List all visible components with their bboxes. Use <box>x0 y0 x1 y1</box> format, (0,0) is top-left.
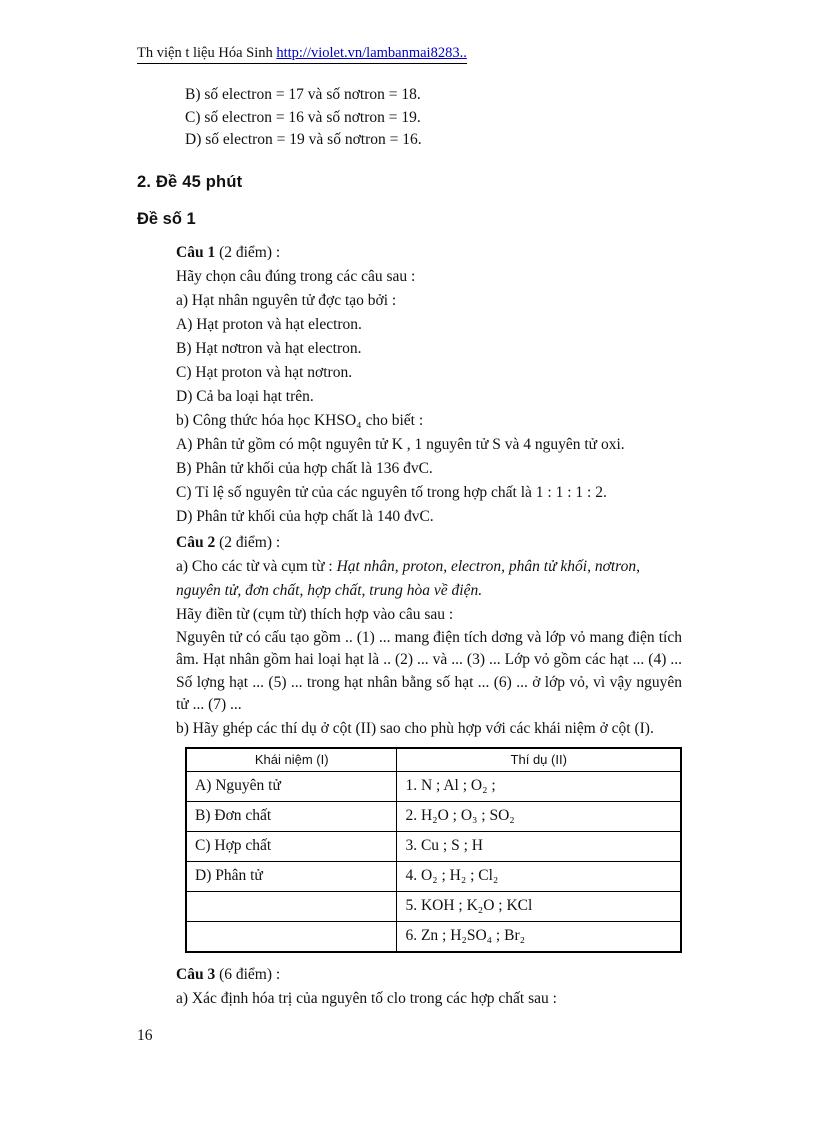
question-2-heading <box>176 531 682 555</box>
question-3-heading <box>176 963 682 987</box>
question-2a-stem <box>176 555 682 603</box>
question-2a-terms: Hạt nhân, proton, electron, phân tử khối, nơtron, nguyên tử, đơn chất, hợp chất, trung hòa về điện. <box>176 557 641 599</box>
table-row <box>186 891 681 921</box>
answer-option-line: C) Hạt proton và hạt nơtron. <box>176 363 353 381</box>
answer-option-line: A) Phân tử gồm có một nguyên tử K , 1 nguyên tử S và 4 nguyên tử oxi. <box>176 435 625 453</box>
example-cell: 6. Zn ; H₂SO₄ ; Br₂ <box>397 921 681 952</box>
example-cell: 1. N ; Al ; O₂ ; <box>397 771 681 801</box>
concept-cell: C) Hợp chất <box>186 831 397 861</box>
question-points: (2 điểm) : <box>215 243 281 261</box>
table-row <box>186 771 681 801</box>
question-label: Câu 1 <box>176 243 216 261</box>
concept-cell <box>186 891 397 921</box>
question-1a-stem: a) Hạt nhân nguyên tử đợc tạo bởi : <box>176 291 397 309</box>
question-points: (6 điểm) : <box>215 965 281 983</box>
page-header <box>137 45 682 64</box>
question-label: Câu 3 <box>176 965 216 983</box>
concept-cell: B) Đơn chất <box>186 801 397 831</box>
answer-option-line: B) Phân tử khối của hợp chất là 136 đvC. <box>176 459 433 477</box>
answer-option-line: D) Phân tử khối của hợp chất là 140 đvC. <box>176 507 434 525</box>
table-row <box>186 921 681 952</box>
section-heading: 2. Đề 45 phút <box>137 172 243 191</box>
answer-option-line: B) số electron = 17 và số nơtron = 18. <box>185 86 421 103</box>
question-label: Câu 2 <box>176 533 216 551</box>
example-cell: 2. H₂O ; O₃ ; SO₂ <box>397 801 681 831</box>
question-points: (2 điểm) : <box>215 533 281 551</box>
question-1-intro: Hãy chọn câu đúng trong các câu sau : <box>176 267 416 285</box>
concept-cell <box>186 921 397 952</box>
table-row <box>186 861 681 891</box>
question-1b-stem: b) Công thức hóa học KHSO₄ cho biết : <box>176 411 424 429</box>
answer-option-line: C) Tỉ lệ số nguyên tử của các nguyên tố trong hợp chất là 1 : 1 : 1 : 2. <box>176 483 607 501</box>
example-cell: 5. KOH ; K₂O ; KCl <box>397 891 681 921</box>
table-header-concept: Khái niệm (I) <box>186 748 397 772</box>
concept-cell: D) Phân tử <box>186 861 397 891</box>
fill-in-intro: Hãy điền từ (cụm từ) thích hợp vào câu sau : <box>176 605 454 623</box>
question-2a-lead: a) Cho các từ và cụm từ : <box>176 557 337 575</box>
question-2b-stem: b) Hãy ghép các thí dụ ở cột (II) sao cho phù hợp với các khái niệm ở cột (I). <box>176 719 654 737</box>
answer-option-line: A) Hạt proton và hạt electron. <box>176 315 362 333</box>
matching-table <box>185 747 682 953</box>
question-1-heading <box>176 241 682 265</box>
header-title: Th viện t liệu Hóa Sinh <box>137 45 277 61</box>
page-number: 16 <box>137 1026 153 1044</box>
question-3a-stem: a) Xác định hóa trị của nguyên tố clo trong các hợp chất sau : <box>176 989 557 1007</box>
header-link[interactable]: http://violet.vn/lambanmai8283.. <box>276 45 467 61</box>
exam-number-heading: Đề số 1 <box>137 209 196 228</box>
concept-cell: A) Nguyên tử <box>186 771 397 801</box>
example-cell: 3. Cu ; S ; H <box>397 831 681 861</box>
table-row <box>186 831 681 861</box>
table-row <box>186 801 681 831</box>
table-header-example: Thí dụ (II) <box>397 748 681 772</box>
answer-option-line: B) Hạt nơtron và hạt electron. <box>176 339 362 357</box>
answer-option-line: D) Cả ba loại hạt trên. <box>176 387 314 405</box>
fill-in-paragraph: Nguyên tử có cấu tạo gồm .. (1) ... mang điện tích dơng và lớp vỏ mang điện tích âm. Hạt nhân gồm hai loại hạt là .. (2) ... và ... (3) ... Lớp vỏ gồm các hạt ... (4) ... Số lợng hạt ... (5) ... trong hạt nhân bằng số hạt ... (6) ... ở lớp vỏ, vì vậy nguyên tử ... (7) ... <box>176 628 682 714</box>
table-header-row <box>186 748 681 772</box>
header-rule <box>137 45 467 64</box>
answer-option-line: C) số electron = 16 và số nơtron = 19. <box>185 108 421 126</box>
answer-option-line: D) số electron = 19 và số nơtron = 16. <box>185 131 422 149</box>
example-cell: 4. O₂ ; H₂ ; Cl₂ <box>397 861 681 891</box>
